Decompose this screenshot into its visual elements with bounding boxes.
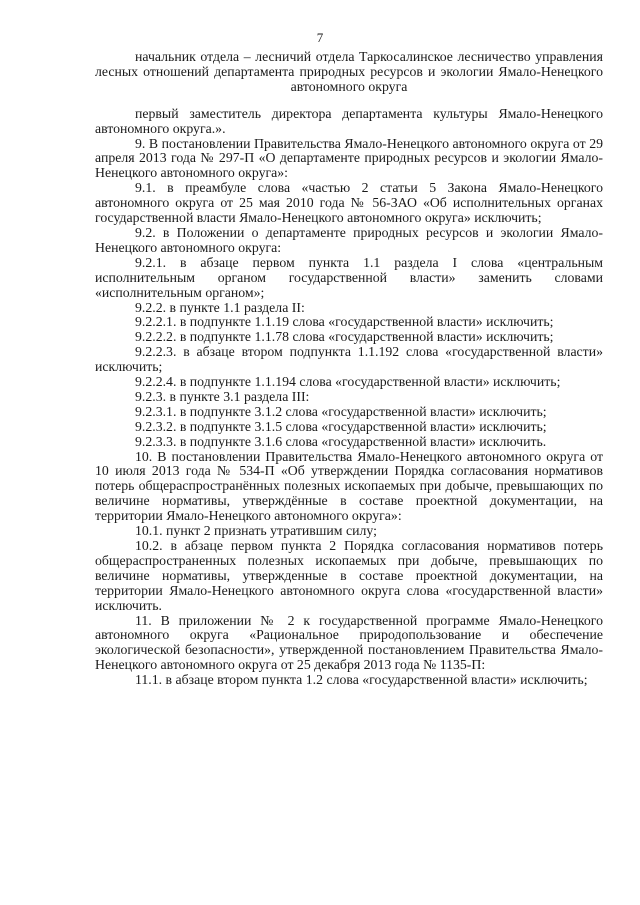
- paragraph-9-2-3-3: 9.2.3.3. в подпункте 3.1.6 слова «государственной власти» исключить.: [135, 433, 547, 449]
- paragraph-9-2-2-4: 9.2.2.4. в подпункте 1.1.194 слова «государственной власти» исключить;: [135, 374, 561, 390]
- paragraph-9-2-1: 9.2.1. в абзаце первом пункта 1.1 раздела I слова «центральным исполнительным органом государственной власти» заменить словами «исполнительным органом»;: [95, 254, 603, 300]
- paragraph-gap: [95, 95, 603, 107]
- paragraph-10-1: 10.1. пункт 2 признать утратившим силу;: [135, 523, 377, 539]
- paragraph-9-2-2-2: 9.2.2.2. в подпункте 1.1.78 слова «государственной власти» исключить;: [135, 329, 554, 345]
- page-number: 7: [316, 30, 324, 45]
- paragraph-9-2: 9.2. в Положении о департаменте природных ресурсов и экологии Ямало-Ненецкого автономного округа:: [95, 224, 603, 255]
- paragraph-9-2-2-3: 9.2.2.3. в абзаце втором подпункта 1.1.192 слова «государственной власти» исключить;: [95, 344, 603, 375]
- paragraph-position-forester: начальник отдела – лесничий отдела Таркосалинское лесничество управления лесных отношений департамента природных ресурсов и экологии Ямало-Ненецкого автономного округа: [95, 49, 603, 94]
- paragraph-10: 10. В постановлении Правительства Ямало-Ненецкого автономного округа от 10 июля 2013 года № 534-П «Об утверждении Порядка согласования нормативов потерь общераспространённых полезных ископаемых при добыче, превышающих по величине нормативы, утверждённые в составе проектной документации, на территории Ямало-Ненецкого автономного округа»:: [95, 448, 603, 524]
- paragraph-9-1: 9.1. в преамбуле слова «частью 2 статьи 5 Закона Ямало-Ненецкого автономного округа от 25 мая 2010 года № 56-ЗАО «Об исполнительных органах государственной власти Ямало-Ненецкого автономного округа» исключить;: [95, 180, 603, 226]
- paragraph-9-2-2-1: 9.2.2.1. в подпункте 1.1.19 слова «государственной власти» исключить;: [135, 314, 554, 330]
- paragraph-9: 9. В постановлении Правительства Ямало-Ненецкого автономного округа от 29 апреля 2013 года № 297-П «О департаменте природных ресурсов и экологии Ямало-Ненецкого автономного округа»:: [95, 135, 603, 181]
- paragraph-11-1: 11.1. в абзаце втором пункта 1.2 слова «государственной власти» исключить;: [135, 672, 588, 688]
- document-body: [95, 50, 603, 688]
- paragraph-11: 11. В приложении № 2 к государственной программе Ямало-Ненецкого автономного округа «Рациональное природопользование и обеспечение экологической безопасности», утвержденной постановлением Правительства Ямало-Ненецкого автономного округа от 25 декабря 2013 года № 1135-П:: [95, 612, 603, 673]
- paragraph-9-2-3-1: 9.2.3.1. в подпункте 3.1.2 слова «государственной власти» исключить;: [135, 403, 547, 419]
- paragraph-position-deputy: первый заместитель директора департамента культуры Ямало-Ненецкого автономного округа.».: [95, 105, 603, 136]
- paragraph-9-2-3: 9.2.3. в пункте 3.1 раздела III:: [135, 388, 310, 404]
- paragraph-9-2-3-2: 9.2.3.2. в подпункте 3.1.5 слова «государственной власти» исключить;: [135, 418, 547, 434]
- paragraph-10-2: 10.2. в абзаце первом пункта 2 Порядка согласования нормативов потерь общераспространенных полезных ископаемых при добыче, превышающих по величине нормативы, утвержденные в составе проектной документации, на территории Ямало-Ненецкого автономного округа слова «государственной власти» исключить.: [95, 538, 603, 613]
- paragraph-9-2-2: 9.2.2. в пункте 1.1 раздела II:: [135, 299, 305, 315]
